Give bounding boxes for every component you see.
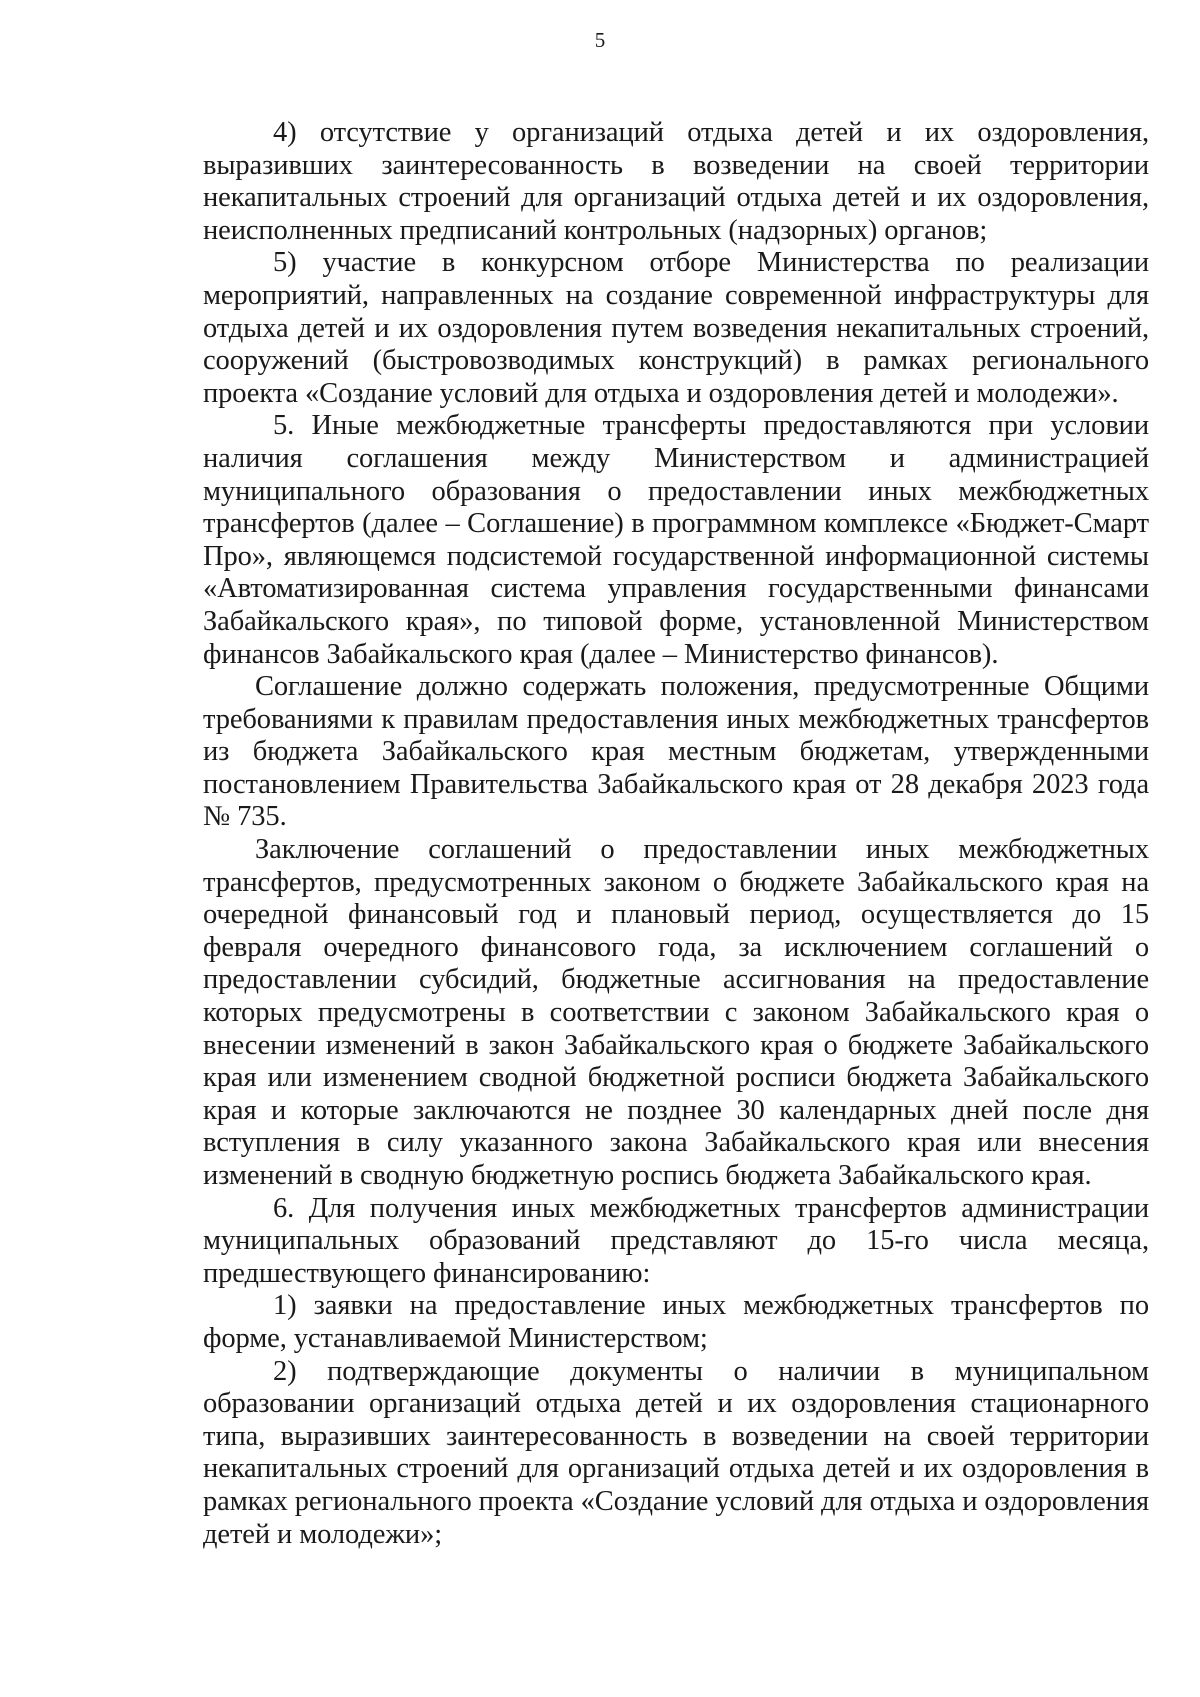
paragraph-item-5: 5) участие в конкурсном отборе Министерства по реализации мероприятий, направленных на создание современной инфраструктуры для отдыха детей и их оздоровления путем возведения некапитальных строений, сооружений (быстровозводимых конструкций) в рамках регионального проекта «Создание условий для отдыха и оздоровления детей и молодежи». bbox=[203, 247, 1149, 409]
paragraph-subitem-2: 2) подтверждающие документы о наличии в муниципальном образовании организаций отдыха детей и их оздоровления стационарного типа, выразивших заинтересованность в возведении на своей территории некапитальных строений для организаций отдыха детей и их оздоровления в рамках регионального проекта «Создание условий для отдыха и оздоровления детей и молодежи»; bbox=[203, 1355, 1149, 1550]
paragraph-agreement-conclusion: Заключение соглашений о предоставлении иных межбюджетных трансфертов, предусмотренных законом о бюджете Забайкальского края на очередной финансовый год и плановый период, осуществляется до 15 февраля очередного финансового года, за исключением соглашений о предоставлении субсидий, бюджетные ассигнования на предоставление которых предусмотрены в соответствии с законом Забайкальского края о внесении изменений в закон Забайкальского края о бюджете Забайкальского края или изменением сводной бюджетной росписи бюджета Забайкальского края и которые заключаются не позднее 30 календарных дней после дня вступления в силу указанного закона Забайкальского края или внесения изменений в сводную бюджетную роспись бюджета Забайкальского края. bbox=[203, 834, 1149, 1191]
paragraph-clause-5: 5. Иные межбюджетные трансферты предоставляются при условии наличия соглашения между Министерством и администрацией муниципального образования о предоставлении иных межбюджетных трансфертов (далее – Соглашение) в программном комплексе «Бюджет-Смарт Про», являющемся подсистемой государственной информационной системы «Автоматизированная система управления государственными финансами Забайкальского края», по типовой форме, установленной Министерством финансов Забайкальского края (далее – Министерство финансов). bbox=[203, 410, 1149, 670]
page-number: 5 bbox=[594, 28, 606, 52]
paragraph-subitem-1: 1) заявки на предоставление иных межбюджетных трансфертов по форме, устанавливаемой Министерством; bbox=[203, 1290, 1149, 1354]
paragraph-clause-6: 6. Для получения иных межбюджетных трансфертов администрации муниципальных образований представляют до 15-го числа месяца, предшествующего финансированию: bbox=[203, 1192, 1149, 1289]
paragraph-item-4: 4) отсутствие у организаций отдыха детей и их оздоровления, выразивших заинтересованность в возведении на своей территории некапитальных строений для организаций отдыха детей и их оздоровления, неисполненных предписаний контрольных (надзорных) органов; bbox=[203, 117, 1149, 246]
document-body bbox=[203, 117, 1149, 1551]
paragraph-agreement-content: Соглашение должно содержать положения, предусмотренные Общими требованиями к правилам предоставления иных межбюджетных трансфертов из бюджета Забайкальского края местным бюджетам, утвержденными постановлением Правительства Забайкальского края от 28 декабря 2023 года № 735. bbox=[203, 671, 1149, 833]
